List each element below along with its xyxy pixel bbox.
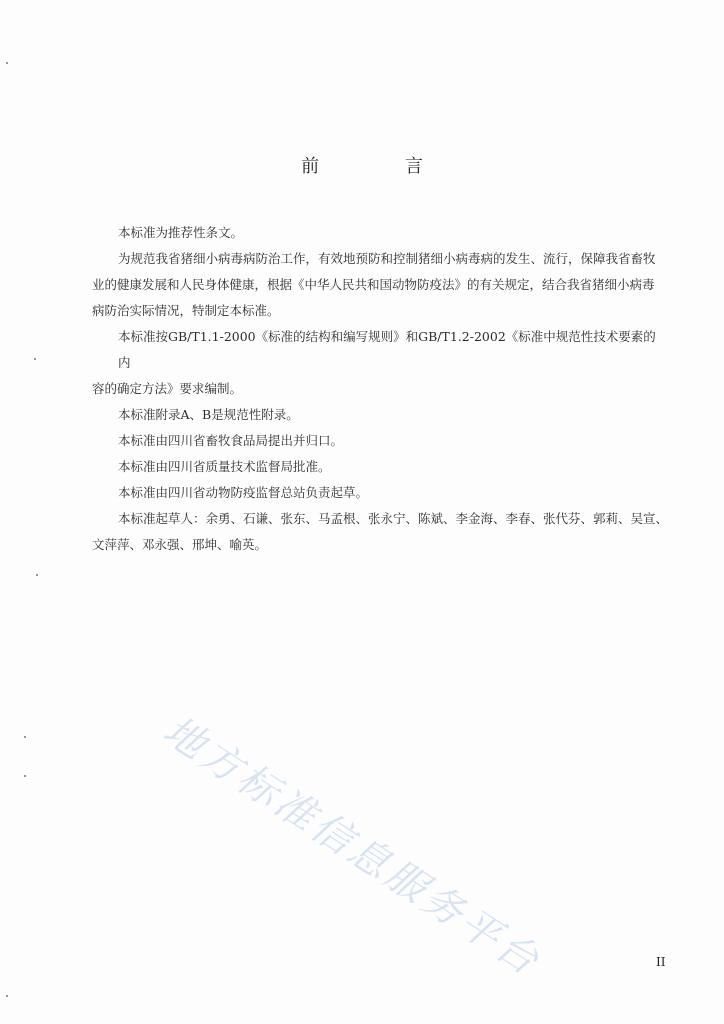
scan-speck	[6, 62, 8, 64]
page-title: 前 言	[301, 156, 463, 177]
scan-speck	[34, 358, 36, 360]
paragraph-8	[92, 506, 669, 558]
watermark: 地方标准信息服务平台	[155, 707, 550, 986]
paragraph-3	[92, 324, 668, 402]
paragraph-5	[118, 428, 668, 454]
paragraph-2	[92, 246, 668, 324]
paragraph-line: 本标准按GB/T1.1-2000《标准的结构和编写规则》和GB/T1.2-2002《标准中规范性技术要素的内	[118, 329, 656, 370]
paragraph-line: 本标准由四川省畜牧食品局提出并归口。	[118, 433, 344, 448]
paragraph-line: 本标准附录A、B是规范性附录。	[118, 407, 299, 422]
paragraph-line: 本标准为推荐性条文。	[118, 225, 244, 240]
paragraph-line: 容的确定方法》要求编制。	[92, 381, 243, 396]
scan-speck	[24, 736, 26, 738]
page-number: II	[656, 955, 666, 969]
paragraph-4	[118, 402, 668, 428]
scan-speck	[36, 574, 38, 576]
paragraph-line: 业的健康发展和人民身体健康，根据《中华人民共和国动物防疫法》的有关规定，结合我省猪细小病毒	[92, 277, 655, 292]
paragraph-line: 为规范我省猪细小病毒病防治工作，有效地预防和控制猪细小病毒病的发生、流行，保障我省畜牧	[118, 251, 656, 266]
paragraph-7	[118, 480, 668, 506]
paragraph-line: 本标准由四川省质量技术监督局批准。	[118, 459, 331, 474]
document-body	[92, 220, 669, 558]
paragraph-line: 文萍萍、邓永强、邢坤、喻英。	[92, 537, 268, 552]
paragraph-line: 本标准由四川省动物防疫监督总站负责起草。	[118, 485, 369, 500]
scan-speck	[24, 775, 26, 777]
scan-speck	[6, 995, 8, 997]
paragraph-line: 病防治实际情况，特制定本标准。	[92, 303, 280, 318]
paragraph-line: 本标准起草人：余勇、石谦、张东、马孟根、张永宁、陈斌、李金海、李春、张代芬、郭莉、吴宣、	[118, 511, 669, 526]
paragraph-6	[118, 454, 668, 480]
paragraph-1	[118, 220, 668, 246]
